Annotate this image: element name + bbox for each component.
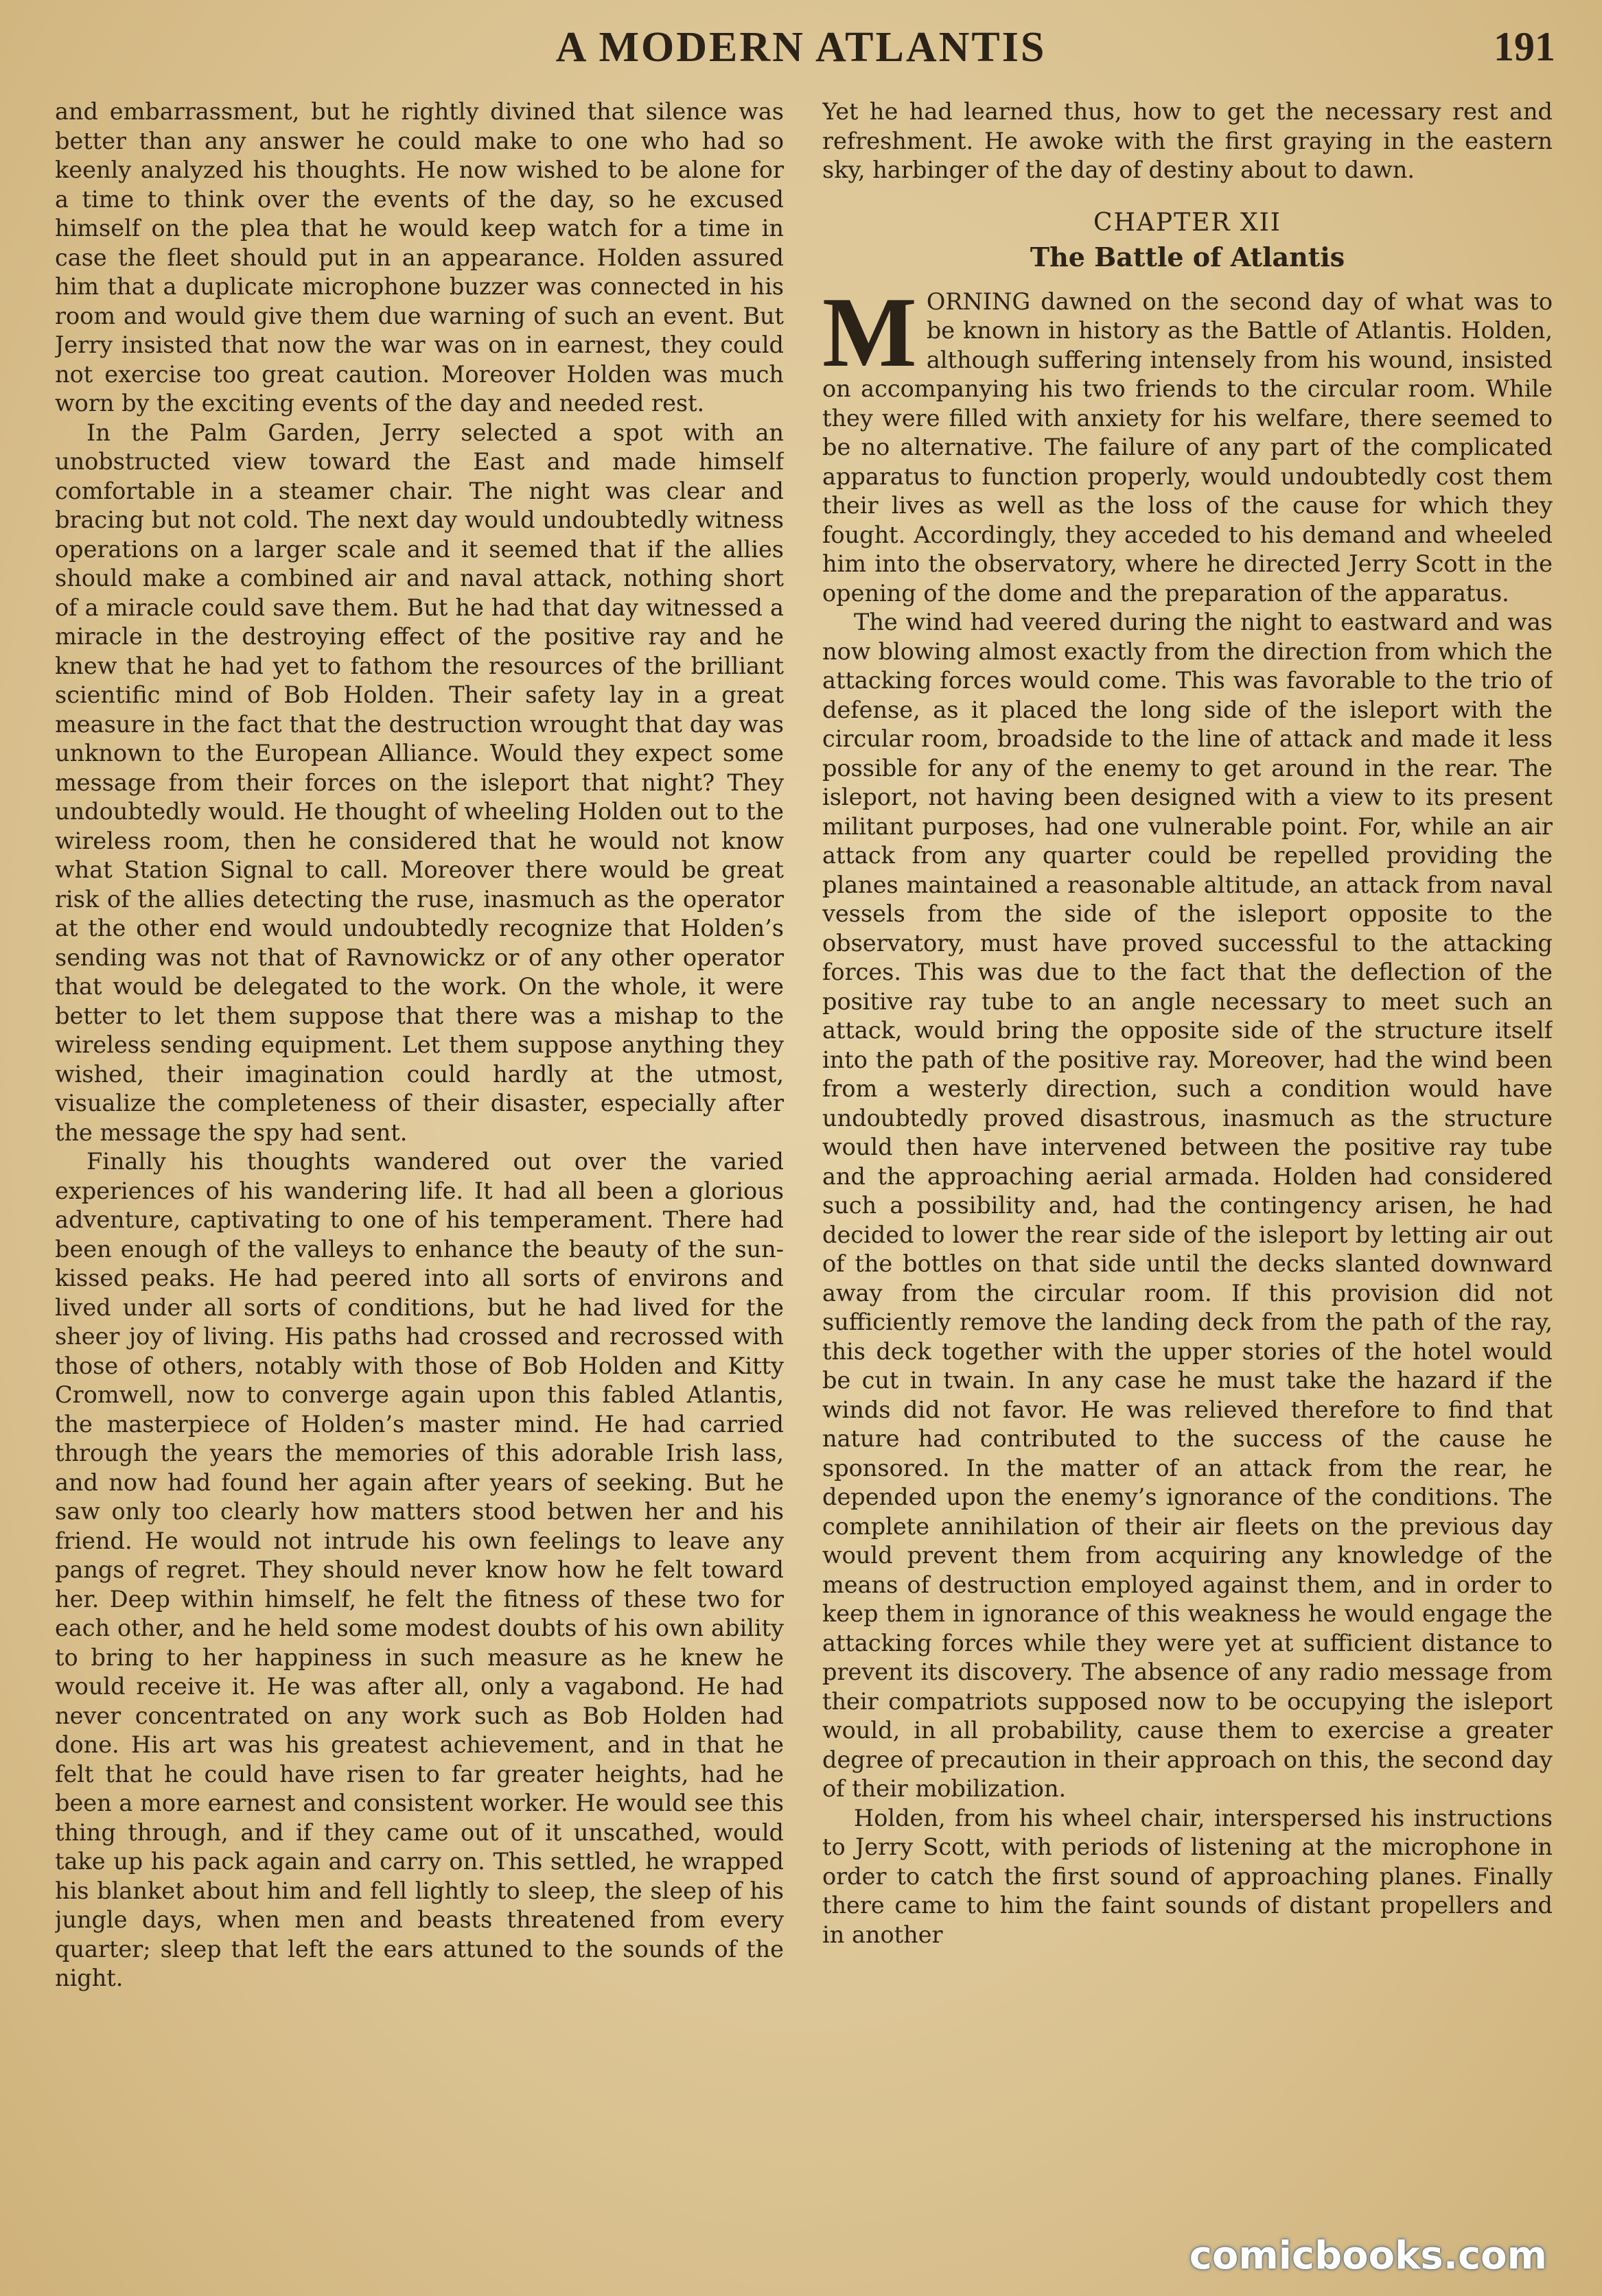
paragraph-text: ORNING dawned on the second day of what was to be known in history as the Battle of Atlantis. Holden, although suffering intensely from his wound, insisted on accompanying his two friends to the circular room. While they were filled with anxiety for his welfare, there seemed to be no alternative. The failure of any part of the complicated apparatus to function properly, would undoubtedly cost them their lives as well as the loss of the cause for which they fought. Accordingly, they acceded to his demand and wheeled him into the observatory, where he directed Jerry Scott in the opening of the dome and the preparation of the apparatus. bbox=[822, 288, 1553, 607]
chapter-title: The Battle of Atlantis bbox=[1030, 242, 1345, 272]
right-column bbox=[822, 97, 1553, 2259]
paragraph: and embarrassment, but he rightly divined that silence was better than any answer he could make to one who had so keenly analyzed his thoughts. He now wished to be alone for a time to think over the events of the day, so he excused himself on the plea that he would keep watch for a time in case the fleet should put in an appearance. Holden assured him that a duplicate microphone buzzer was connected in his room and would give them due warning of such an event. But Jerry insisted that now the war was on in earnest, they could not exercise too great caution. Moreover Holden was much worn by the exciting events of the day and needed rest. bbox=[55, 98, 784, 417]
paragraph: In the Palm Garden, Jerry selected a spot with an unobstructed view toward the East and made himself comfortable in a steamer chair. The night was clear and bracing but not cold. The next day would undoubtedly witness operations on a larger scale and it seemed that if the allies should make a combined air and naval attack, nothing short of a miracle could save them. But he had that day witnessed a miracle in the destroying effect of the positive ray and he knew that he had yet to fathom the resources of the brilliant scientific mind of Bob Holden. Their safety lay in a great measure in the fact that the destruction wrought that day was unknown to the European Alliance. Would they expect some message from their forces on the isleport that night? They undoubtedly would. He thought of wheeling Holden out to the wireless room, then he considered that he would not know what Station Signal to call. Moreover there would be great risk of the allies detecting the ruse, inasmuch as the operator at the other end would undoubtedly recognize that Holden’s sending was not that of Ravnowickz or of any other operator that would be delegated to the work. On the whole, it were better to let them suppose that there was a mishap to the wireless sending equipment. Let them suppose anything they wished, their imagination could hardly at the utmost, visualize the completeness of their disaster, especially after the message the spy had sent. bbox=[55, 419, 784, 1146]
running-title: A MODERN ATLANTIS bbox=[555, 24, 1047, 71]
paragraph: Holden, from his wheel chair, interspersed his instructions to Jerry Scott, with periods of listening at the microphone in order to catch the first sound of approaching planes. Finally there came to him the faint sounds of distant propellers and in another bbox=[822, 1804, 1553, 1948]
page-number: 191 bbox=[1494, 24, 1555, 69]
left-column bbox=[55, 97, 784, 2259]
paragraph: Yet he had learned thus, how to get the necessary rest and refreshment. He awoke with the first graying in the eastern sky, harbinger of the day of destiny about to dawn. bbox=[822, 98, 1553, 183]
page-header bbox=[0, 18, 1602, 75]
chapter-number: CHAPTER XII bbox=[1093, 208, 1282, 237]
paragraph: Finally his thoughts wandered out over the varied experiences of his wandering life. It had all been a glorious adventure, captivating to one of his temperament. There had been enough of the valleys to enhance the beauty of the sun-kissed peaks. He had peered into all sorts of environs and lived under all sorts of conditions, but he had lived for the sheer joy of living. His paths had crossed and recrossed with those of others, notably with those of Bob Holden and Kitty Cromwell, now to converge again upon this fabled Atlantis, the masterpiece of Holden’s master mind. He had carried through the years the memories of this adorable Irish lass, and now had found her again after years of seeking. But he saw only too clearly how matters stood betwen her and his friend. He would not intrude his own feelings to leave any pangs of regret. They should never know how he felt toward her. Deep within himself, he felt the fitness of these two for each other, and he held some modest doubts of his own ability to bring to her happiness in such measure as he knew he would receive it. He was after all, only a vagabond. He had never concentrated on any work such as Bob Holden had done. His art was his greatest achievement, and in that he felt that he could have risen to far greater heights, had he been a more earnest and consistent worker. He would see this thing through, and if they came out of it unscathed, would take up his pack again and carry on. This settled, he wrapped his blanket about him and fell lightly to sleep, the sleep of his jungle days, when men and beasts threatened from every quarter; sleep that left the ears attuned to the sounds of the night. bbox=[55, 1148, 784, 1991]
paragraph: The wind had veered during the night to eastward and was now blowing almost exactly from the direction from which the attacking forces would come. This was favorable to the trio of defense, as it placed the long side of the isleport with the circular room, broadside to the line of attack and made it less possible for any of the enemy to get around in the rear. The isleport, not having been designed with a view to its present militant purposes, had one vulnerable point. For, while an air attack from any quarter could be repelled providing the planes maintained a reasonable altitude, an attack from naval vessels from the side of the isleport opposite to the observatory, must have proved successful to the attacking forces. This was due to the fact that the deflection of the positive ray tube to an angle necessary to meet such an attack, would bring the opposite side of the structure itself into the path of the positive ray. Moreover, had the wind been from a westerly direction, such a condition would have undoubtedly proved disastrous, inasmuch as the structure would then have intervened between the positive ray tube and the approaching aerial armada. Holden had considered such a possibility and, had the contingency arisen, he had decided to lower the rear side of the isleport by letting air out of the bottles on that side until the decks slanted downward away from the circular room. If this provision did not sufficiently remove the landing deck from the path of the ray, this deck together with the upper stories of the hotel would be cut in twain. In any case he must take the hazard if the winds did not favor. He was relieved therefore to find that nature had contributed to the success of the cause he sponsored. In the matter of an attack from the rear, he depended upon the enemy’s ignorance of the conditions. The complete annihilation of their air fleets on the previous day would prevent them from acquiring any knowledge of the means of destruction employed against them, and in order to keep them in ignorance of this weakness he would engage the attacking forces while they were yet at sufficient distance to prevent its discovery. The absence of any radio message from their compatriots supposed now to be occupying the isleport would, in all probability, cause them to exercise a greater degree of precaution in their approach on this, the second day of their mobilization. bbox=[822, 609, 1553, 1802]
watermark: comicbooks.com bbox=[1189, 2234, 1547, 2278]
chapter-opening-paragraph bbox=[822, 276, 1553, 609]
drop-cap: M bbox=[822, 276, 917, 388]
